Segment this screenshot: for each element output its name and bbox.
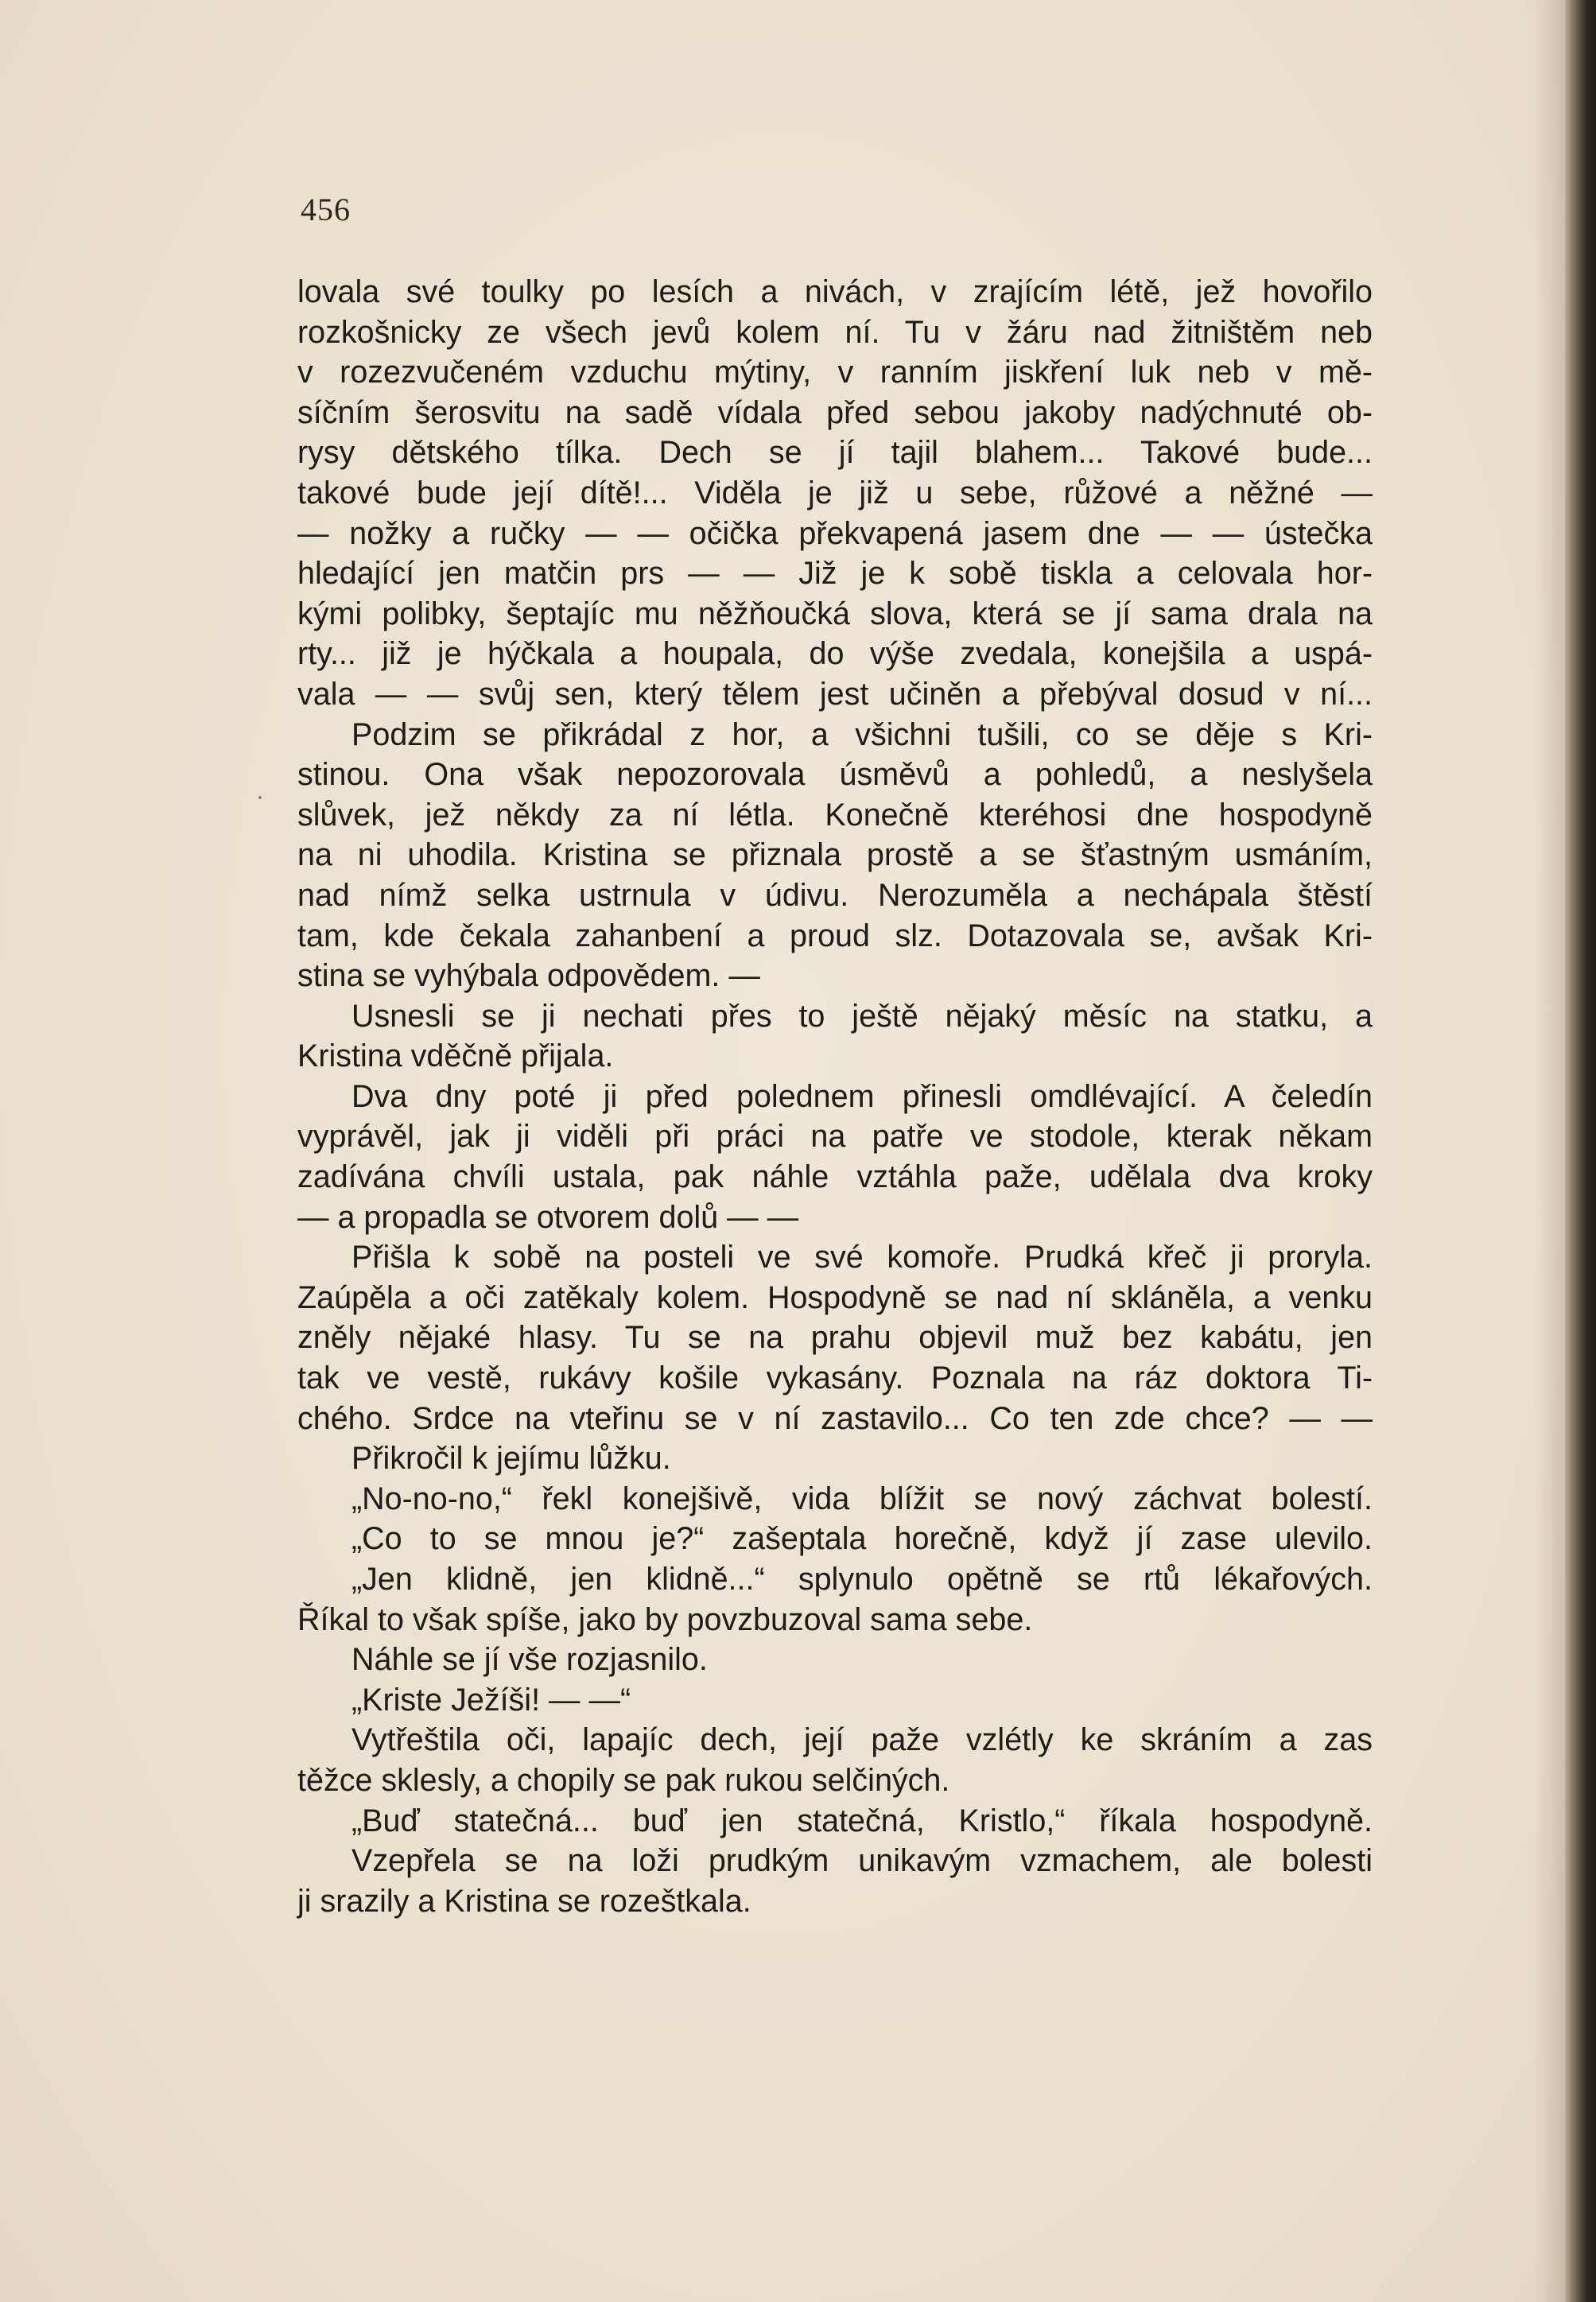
text-line: „Buď statečná... buď jen statečná, Kristlo,“ říkala hospodyně. <box>351 1803 1373 1838</box>
text-line: ji srazily a Kristina se rozeštkala. <box>297 1883 751 1919</box>
text-line: „No-no-no,“ řekl konejšivě, vida blížit se nový záchvat bolestí. <box>351 1481 1373 1516</box>
text-line: Vzepřela se na loži prudkým unikavým vzmachem, ale bolesti <box>351 1843 1373 1879</box>
text-line: Usnesli se ji nechati přes to ještě nějaký měsíc na statku, a <box>351 998 1373 1034</box>
text-line: zadívána chvíli ustala, pak náhle vztáhla paže, udělala dva kroky <box>297 1159 1373 1195</box>
text-line: lovala své toulky po lesích a nivách, v zrajícím létě, jež hovořilo <box>297 274 1373 309</box>
text-line: vala — — svůj sen, který tělem jest učiněn a přebýval dosud v ní... <box>297 676 1373 712</box>
text-line: — nožky a ručky — — očička překvapená jasem dne — — ústečka <box>297 515 1373 551</box>
text-line: síčním šerosvitu na sadě vídala před sebou jakoby nadýchnuté ob- <box>297 394 1373 430</box>
text-line: stina se vyhýbala odpovědem. — <box>297 958 760 994</box>
text-line: na ni uhodila. Kristina se přiznala prostě a se šťastným usmáním, <box>297 837 1373 873</box>
text-line: rty... již je hýčkala a houpala, do výše zvedala, konejšila a uspá- <box>297 636 1373 672</box>
text-line: — a propadla se otvorem dolů — — <box>297 1199 799 1235</box>
book-binding-edge <box>1565 0 1596 2302</box>
text-line: „Kriste Ježíši! — —“ <box>351 1682 631 1718</box>
text-line: takové bude její dítě!... Viděla je již u sebe, růžové a něžné — <box>297 475 1373 510</box>
body-text <box>297 272 1373 1921</box>
text-line: nad nímž selka ustrnula v údivu. Nerozuměla a nechápala štěstí <box>297 877 1373 913</box>
text-line: Dva dny poté ji před polednem přinesli omdlévající. A čeledín <box>351 1078 1373 1114</box>
text-line: „Jen klidně, jen klidně...“ splynulo opětně se rtů lékařových. <box>351 1562 1373 1597</box>
text-line: chého. Srdce na vteřinu se v ní zastavilo... Co ten zde chce? — — <box>297 1400 1373 1436</box>
text-line: „Co to se mnou je?“ zašeptala horečně, když jí zase ulevilo. <box>351 1521 1373 1557</box>
text-line: v rozezvučeném vzduchu mýtiny, v ranním jiskření luk neb v mě- <box>297 355 1373 390</box>
text-line: rysy dětského tílka. Dech se jí tajil blahem... Takové bude... <box>297 435 1373 471</box>
text-line: Kristina vděčně přijala. <box>297 1038 614 1074</box>
margin-mark: · <box>256 783 264 809</box>
text-line: Zaúpěla a oči zatěkaly kolem. Hospodyně se nad ní skláněla, a venku <box>297 1279 1373 1315</box>
text-line: tak ve vestě, rukávy košile vykasány. Poznala na ráz doktora Ti- <box>297 1361 1373 1396</box>
text-line: Přikročil k jejímu lůžku. <box>351 1441 671 1477</box>
text-line: vyprávěl, jak ji viděli při práci na patře ve stodole, kterak někam <box>297 1119 1373 1155</box>
text-line: Přišla k sobě na posteli ve své komoře. Prudká křeč ji proryla. <box>351 1240 1373 1275</box>
text-line: hledající jen matčin prs — — Již je k sobě tiskla a celovala hor- <box>297 556 1373 592</box>
text-line: rozkošnicky ze všech jevů kolem ní. Tu v žáru nad žitništěm neb <box>297 314 1373 350</box>
text-line: Podzim se přikrádal z hor, a všichni tušili, co se děje s Kri- <box>351 716 1373 752</box>
page-edge-shadow <box>1535 0 1565 2302</box>
text-line: Náhle se jí vše rozjasnilo. <box>351 1642 708 1678</box>
text-line: těžce sklesly, a chopily se pak rukou selčiných. <box>297 1762 950 1798</box>
text-line: Vytřeštila oči, lapajíc dech, její paže vzlétly ke skráním a zas <box>351 1722 1373 1758</box>
text-line: zněly nějaké hlasy. Tu se na prahu objevil muž bez kabátu, jen <box>297 1320 1373 1356</box>
text-line: Říkal to však spíše, jako by povzbuzoval sama sebe. <box>297 1601 1033 1637</box>
text-line: slůvek, jež někdy za ní létla. Konečně kteréhosi dne hospodyně <box>297 797 1373 833</box>
text-line: stinou. Ona však nepozorovala úsměvů a pohledů, a neslyšela <box>297 757 1373 793</box>
text-line: tam, kde čekala zahanbení a proud slz. Dotazovala se, avšak Kri- <box>297 918 1373 953</box>
page-number: 456 <box>301 192 351 227</box>
text-line: kými polibky, šeptajíc mu něžňoučká slova, která se jí sama drala na <box>297 596 1373 631</box>
